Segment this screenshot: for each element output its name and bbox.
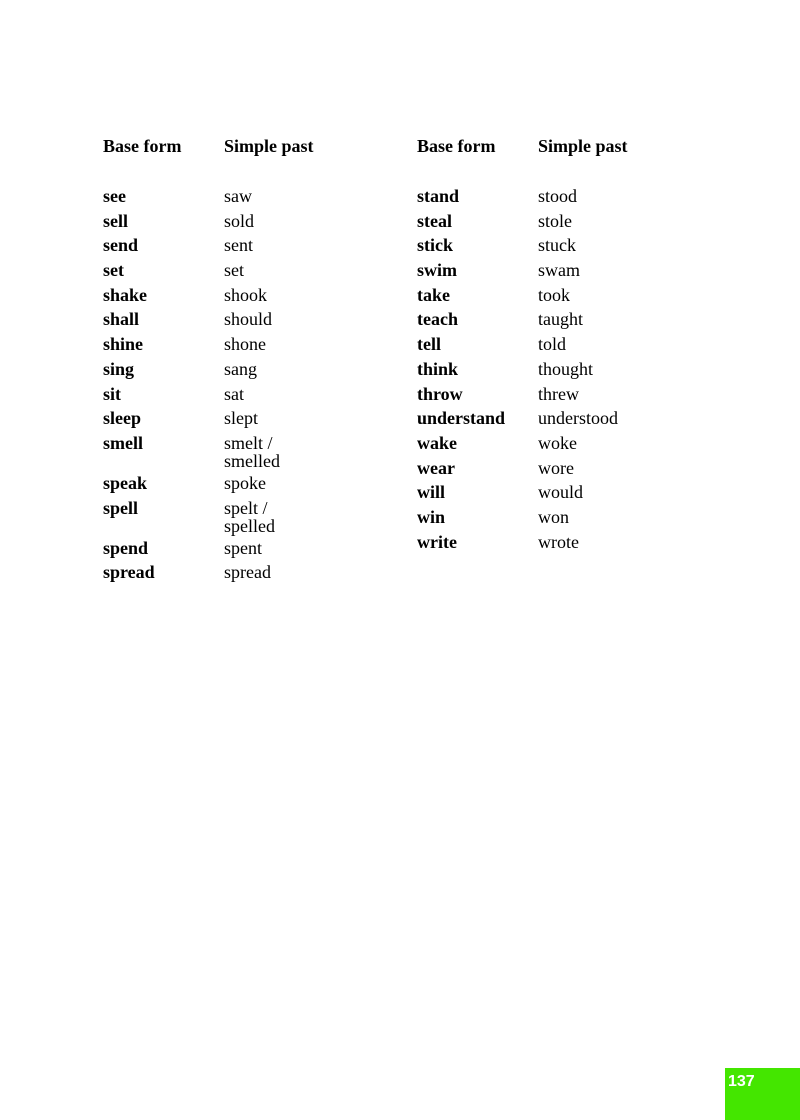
simple-past-cell: sold [224, 210, 255, 231]
simple-past-cell: sat [224, 383, 244, 404]
base-form-cell: sit [103, 383, 121, 404]
base-form-cell: throw [417, 383, 463, 404]
simple-past-cell: sang [224, 358, 257, 379]
simple-past-cell: spoke [224, 472, 266, 493]
simple-past-cell: smelt / smelled [224, 432, 280, 471]
base-form-cell: see [103, 186, 126, 206]
simple-past-cell: swam [538, 260, 580, 281]
table-row [417, 533, 708, 558]
base-form-cell: win [417, 506, 446, 527]
base-form-cell: smell [103, 432, 143, 453]
table-row [417, 310, 708, 335]
base-form-cell: sleep [103, 408, 141, 429]
table-row [417, 508, 708, 533]
base-form-cell: teach [417, 309, 458, 330]
base-form-cell: will [417, 482, 446, 503]
simple-past-cell: would [538, 482, 583, 503]
base-form-cell: swim [417, 260, 457, 281]
base-form-cell: sell [103, 210, 128, 231]
simple-past-cell: saw [224, 186, 252, 206]
simple-past-header: Simple past [224, 136, 314, 156]
table-row [103, 474, 394, 499]
base-form-cell: understand [417, 408, 506, 429]
simple-past-cell: spent [224, 537, 262, 558]
table-row [417, 236, 708, 261]
simple-past-cell: wrote [538, 531, 579, 552]
base-form-cell: send [103, 235, 139, 256]
table-row [103, 310, 394, 335]
table-row [417, 434, 708, 459]
table-row [417, 360, 708, 385]
base-form-cell: shall [103, 309, 140, 330]
base-form-cell: write [417, 531, 457, 552]
table-row [417, 261, 708, 286]
base-form-header: Base form [103, 136, 182, 156]
simple-past-header: Simple past [538, 136, 628, 156]
simple-past-cell: threw [538, 383, 579, 404]
page-number-tab [725, 1068, 800, 1120]
table-row [103, 360, 394, 385]
simple-past-cell: sent [224, 235, 253, 256]
table-rows [103, 187, 394, 588]
table-row [103, 434, 394, 474]
table-row [103, 286, 394, 311]
page-number: 137 [728, 1073, 755, 1090]
base-form-cell: sing [103, 358, 135, 379]
table-row [103, 385, 394, 410]
base-form-cell: tell [417, 334, 441, 355]
table-header [103, 135, 394, 187]
simple-past-cell: slept [224, 408, 258, 429]
base-form-cell: wear [417, 457, 455, 478]
table-row [417, 212, 708, 237]
base-form-cell: shine [103, 334, 144, 355]
base-form-cell: stand [417, 186, 460, 206]
table-row [103, 335, 394, 360]
table-row [103, 539, 394, 564]
table-row [103, 236, 394, 261]
simple-past-cell: stole [538, 210, 572, 231]
table-row [417, 409, 708, 434]
simple-past-cell: spelt / spelled [224, 497, 275, 536]
simple-past-cell: thought [538, 358, 594, 379]
table-row [417, 187, 708, 212]
base-form-cell: spell [103, 497, 139, 518]
simple-past-cell: stood [538, 186, 578, 206]
base-form-cell: steal [417, 210, 452, 231]
base-form-cell: think [417, 358, 459, 379]
simple-past-cell: took [538, 284, 571, 305]
table-rows [417, 187, 708, 557]
base-form-cell: set [103, 260, 124, 281]
simple-past-cell: taught [538, 309, 583, 330]
table-row [103, 187, 394, 212]
base-form-cell: stick [417, 235, 453, 256]
table-row [417, 335, 708, 360]
base-form-cell: wake [417, 432, 457, 453]
base-form-cell: take [417, 284, 450, 305]
simple-past-cell: told [538, 334, 567, 355]
table-row [417, 483, 708, 508]
table-row [103, 212, 394, 237]
table-row [417, 459, 708, 484]
base-form-cell: spread [103, 562, 155, 583]
simple-past-cell: understood [538, 408, 618, 429]
simple-past-cell: shook [224, 284, 268, 305]
simple-past-cell: shone [224, 334, 266, 355]
base-form-cell: shake [103, 284, 148, 305]
base-form-cell: spend [103, 537, 149, 558]
simple-past-cell: woke [538, 432, 577, 453]
table-row [103, 409, 394, 434]
base-form-header: Base form [417, 136, 496, 156]
simple-past-cell: stuck [538, 235, 576, 256]
table-row [417, 385, 708, 410]
table-row [103, 563, 394, 588]
table-row [417, 286, 708, 311]
simple-past-cell: won [538, 506, 569, 527]
table-row [103, 499, 394, 539]
table-row [103, 261, 394, 286]
table-header [417, 135, 708, 187]
verb-table-right [417, 135, 708, 557]
simple-past-cell: wore [538, 457, 574, 478]
simple-past-cell: should [224, 309, 273, 330]
simple-past-cell: set [224, 260, 244, 281]
base-form-cell: speak [103, 472, 148, 493]
simple-past-cell: spread [224, 562, 271, 583]
verb-table-left [103, 135, 394, 588]
